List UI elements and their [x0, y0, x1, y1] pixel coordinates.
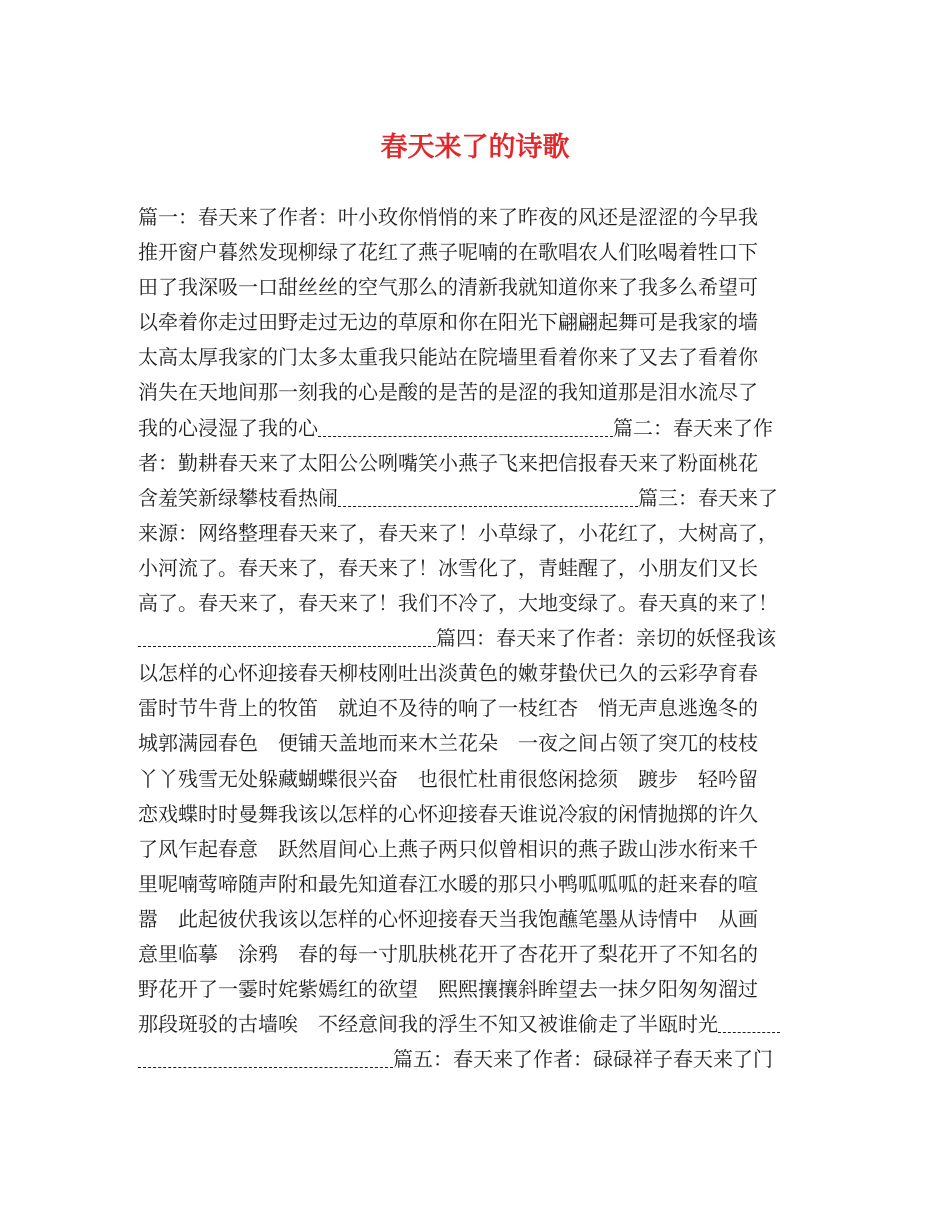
text-line [138, 797, 828, 832]
text-run: 意里临摹 涂鸦 春的每一寸肌肤桃花开了杏花开了梨花开了不知名的 [138, 941, 758, 966]
text-line [138, 340, 828, 375]
section-separator [718, 1029, 780, 1033]
text-run: 了风乍起春意 跃然眉间心上燕子两只似曾相识的燕子跋山涉水衔来千 [138, 836, 758, 861]
text-run: 里呢喃莺啼随声附和最先知道春江水暖的那只小鸭呱呱呱的赶来春的喧 [138, 871, 758, 896]
text-run: 城郭满园春色 便铺天盖地而来木兰花朵 一夜之间占领了突兀的枝枝 [138, 731, 758, 756]
text-run: 太高太厚我家的门太多太重我只能站在院墙里看着你来了又去了看着你 [138, 345, 758, 370]
text-line [138, 762, 828, 797]
text-run: 篇四：春天来了作者：亲切的妖怪我该 [436, 626, 776, 651]
text-line [138, 481, 828, 516]
text-run: 丫丫残雪无处躲藏蝴蝶很兴奋 也很忙杜甫很悠闲捻须 踱步 轻吟留 [138, 766, 758, 791]
text-run: 篇二：春天来了作 [613, 415, 773, 440]
text-line [138, 621, 828, 656]
text-run: 高了。春天来了，春天来了！我们不冷了，大地变绿了。春天真的来了！ [138, 591, 778, 616]
section-separator [138, 1064, 393, 1068]
text-run: 嚣 此起彼伏我该以怎样的心怀迎接春天当我饱蘸笔墨从诗情中 从画 [138, 906, 758, 931]
text-run: 推开窗户暮然发现柳绿了花红了燕子呢喃的在歌唱农人们吆喝着牲口下 [138, 240, 758, 265]
text-line [138, 270, 828, 305]
text-line [138, 446, 828, 481]
text-run: 来源：网络整理春天来了，春天来了！小草绿了，小花红了，大树高了， [138, 520, 778, 545]
text-run: 小河流了。春天来了，春天来了！冰雪化了，青蛙醒了，小朋友们又长 [138, 555, 758, 580]
text-line [138, 726, 828, 761]
text-line [138, 1007, 828, 1042]
text-line [138, 656, 828, 691]
text-run: 田了我深吸一口甜丝丝的空气那么的清新我就知道你来了我多么希望可 [138, 275, 758, 300]
text-run: 以牵着你走过田野走过无边的草原和你在阳光下翩翩起舞可是我家的墙 [138, 310, 758, 335]
text-line [138, 937, 828, 972]
text-run: 雷时节牛背上的牧笛 就迫不及待的响了一枝红杏 悄无声息逃逸冬的 [138, 696, 758, 721]
section-separator [338, 503, 638, 507]
text-run: 消失在天地间那一刻我的心是酸的是苦的是涩的我知道那是泪水流尽了 [138, 380, 758, 405]
text-line [138, 551, 828, 586]
text-line [138, 235, 828, 270]
text-run: 含羞笑新绿攀枝看热闹 [138, 485, 338, 510]
text-run: 以怎样的心怀迎接春天柳枝刚吐出淡黄色的嫩芽蛰伏已久的云彩孕育春 [138, 661, 758, 686]
text-line [138, 516, 828, 551]
text-line [138, 1042, 828, 1077]
text-line [138, 305, 828, 340]
document-title: 春天来了的诗歌 [380, 132, 570, 163]
text-run: 那段斑驳的古墙唉 不经意间我的浮生不知又被谁偷走了半瓯时光 [138, 1012, 718, 1037]
text-run: 者：勤耕春天来了太阳公公咧嘴笑小燕子飞来把信报春天来了粉面桃花 [138, 450, 758, 475]
text-line [138, 832, 828, 867]
text-run: 篇一：春天来了作者：叶小玫你悄悄的来了昨夜的风还是涩涩的今早我 [138, 205, 758, 229]
text-line [138, 867, 828, 902]
document-body [138, 200, 828, 1077]
text-run: 恋戏蝶时时曼舞我该以怎样的心怀迎接春天谁说冷寂的闲情抛掷的许久 [138, 801, 758, 826]
text-run: 篇五：春天来了作者：碌碌祥子春天来了门 [393, 1047, 773, 1072]
text-run: 野花开了一霎时姹紫嫣红的欲望 熙熙攘攘斜眸望去一抹夕阳匆匆溜过 [138, 977, 758, 1002]
text-line [138, 902, 828, 937]
text-line [138, 411, 828, 446]
text-run: 我的心浸湿了我的心 [138, 415, 318, 440]
text-line [138, 691, 828, 726]
text-line [138, 200, 828, 235]
section-separator [318, 433, 613, 437]
text-run: 篇三：春天来了 [638, 485, 778, 510]
text-line [138, 375, 828, 410]
section-separator [138, 643, 436, 647]
text-line [138, 586, 828, 621]
text-line [138, 972, 828, 1007]
